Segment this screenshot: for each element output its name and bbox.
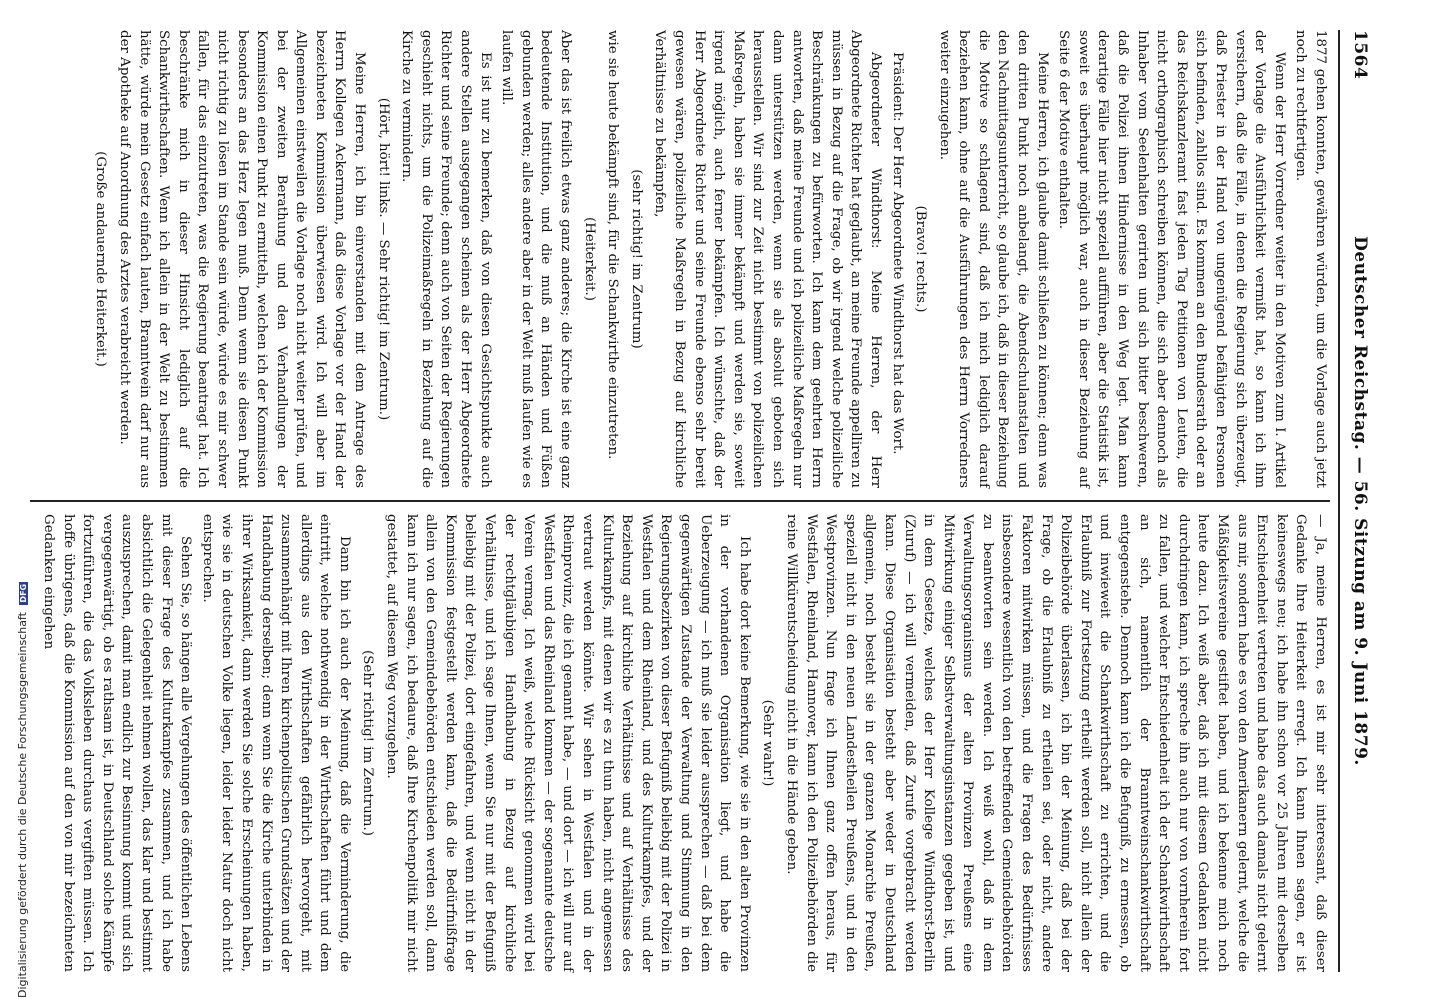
- paragraph: Meine Herren, ich glaube damit schließen zu können; denn was den dritten Punkt noch anbelangt, die Abendschulanstalten und den Nachmittagsunterricht, so glaube ich, daß in dieser Beziehung die Motive so schlagend sind, daß ich mich lediglich darauf beziehen kann, ohne auf die Ausführungen des Herrn Vorredners weiter einzugehen.: [936, 30, 1050, 489]
- interjection: (Sehr wahr!): [760, 699, 776, 787]
- column-divider: [30, 500, 1330, 502]
- paragraph: — Ja, meine Herren, es ist mir sehr interessant, daß dieser Gedanke Ihre Heiterkeit erregt. Ich kann Ihnen sagen, er ist keineswegs neu; ich habe ihn schon vor 25 Jahren mit derselben Entschiedenheit vertreten und habe das auch damals nicht gelernt aus mir, sondern habe es von den Amerikanern gelernt, welche die Mäßigkeitsvereine gestiftet haben, und ich bekenne mich noch heute dazu. Ich weiß aber, daß ich mit diesem Gedanken nicht durchdringen kann, ich spreche ihn auch nur von vornherein fort zu fallen, und welcher Entschiedenheit ich der Schankwirthschaft an sich, namentlich der Branntweinschankwirthschaft entgegenstehe. Dennoch kann ich die Befugniß, zu ermessen, ob und inwieweit die Schankwirthschaft zu errichten, und die Erlaubniß zur Fortsetzung ertheilt werden soll, nicht allein der Polizeibehörde überlassen, ich bin der Meinung, daß bei der Frage, ob die Erlaubniß zu ertheilen sei, oder nicht, andere Faktoren mitwirken müssen, und die Fragen des Bedürfnisses insbesondere wesentlich von den betreffenden Gemeindebehörden zu beantworten sein werden. Ich weiß wohl, daß in dem Verwaltungsorganismus der alten Provinzen Preußens eine Mitwirkung einiger Selbstverwaltungsinstanzen gegeben ist, und in dem Gesetze, welches der Herr Kollege Windthorst-Berlin (Zuruf) — ich will vermeiden, daß Zurufe vorgebracht werden kann. Diese Organisation besteht aber weder in Deutschland allgemein, noch besteht sie in der ganzen Monarchie Preußen, speziell nicht in den neuen Landestheilen Preußens, und in den Westprovinzen. Nun frage ich Ihnen ganz offen heraus, für Westfalen, Rheinland, Hannover, kann ich den Polizeibehörden die reine Willkürentscheidung nicht in die Hände geben.: [783, 514, 1328, 973]
- right-column: [30, 514, 1330, 972]
- paragraph: Dann bin ich auch der Meinung, daß die Verminderung, die eintritt, welche nothwendig in der Wirthschaften führt und dem allerdings aus den Wirthschaften gefährlich hervorgeht, mit zusammenhängt mit Ihren kirchenpolitischen Grundsätzen und der Handhabung derselben; denn wenn Sie die Kirche unterbinden in ihrer Wirksamkeit, dann werden Sie solche Erscheinungen haben, wie sie in deutschen Volke liegen, leider leider Natur doch nicht entsprechen.: [199, 514, 352, 973]
- paragraph: Ich habe dort keine Bemerkung, wie sie in den alten Provinzen in der vorhandenen Organisation liegt, und habe die Ueberzeugung — ich muß sie leider aussprechen — daß bei dem gegenwärtigen Zustande der Verwaltung und Stimmung in den Regierungsbezirken von dieser Befugniß beliebig mit der Polizei in Westfalen und dem Rheinland, und des Kulturkampfes, und der Beziehung auf kirchliche Verhältnisse und auf Verhältnisse des Kulturkampfs, mit denen wir es zu thun haben, nicht angemessen vertraut werden könnte. Wir sehen in Westfalen und in der Rheinprovinz, die ich genannt habe, — und dort — ich will nur auf Westfalen und das Rheinland kommen — der sogenannte deutsche Verein vermag. Ich weiß, welche Rücksicht genommen wird bei der rechtgläubigen Handhabung in Bezug auf kirchliche Verhältnisse, und ich sage Ihnen, wenn Sie nur mit der Befugniß beliebig mit der Polizei, dort eingefahren, und wenn nicht in der Kommission festgestellt werden kann, daß die Bedürfnißfrage allein von den Gemeindebehörden entschieden werden soll, dann kann ich nur sagen, ich bedaure, daß Ihre Kirchenpolitik mir nicht gestattet, auf diesem Weg vorzugehen.: [384, 514, 752, 973]
- dfg-logo-icon: DFG: [18, 583, 28, 603]
- interjection: (sehr richtig! im Zentrum): [628, 169, 644, 349]
- text-columns: [30, 30, 1330, 972]
- left-column: [30, 30, 1330, 488]
- paragraph: Aber das ist freilich etwas ganz anderes; die Kirche ist eine ganz bedeutende Institution, und die muß an Händen und Füßen gebunden werden; alles andere aber in der Welt muß laufen wie es laufen will.: [499, 30, 574, 489]
- paragraph: wie sie heute bekämpft sind, für die Schankwirthe einzutreten.: [605, 30, 621, 460]
- header-rule: [1338, 30, 1340, 972]
- running-title: Deutscher Reichstag. — 56. Sitzung am 9. Juni 1879.: [1350, 236, 1370, 766]
- interjection: (Sehr richtig! im Zentrum.): [360, 650, 376, 836]
- paragraph: 1877 gehen konnten, gewähren würden, um die Vorlage auch jetzt noch zu rechtfertigen.: [1293, 30, 1328, 489]
- paragraph: Präsident: Der Herr Abgeordnete Windthorst hat das Wort.: [889, 52, 905, 455]
- paragraph: Abgeordneter Windthorst: Meine Herren, der Herr Abgeordnete Richter hat geglaubt, an meine Freunde appelliren zu müssen in Bezug auf die Frage, ob wir irgend welche polizeiliche Beschränkungen zu befürworten. Ich kann dem geehrten Herrn antworten, daß meine Freunde und ich polizeiliche Maßregeln nur dann unterstützen werden, wenn sie als absolut geboten sich herausstellen. Wir sind zur Zeit nicht bestimmt von polizeilichen Maßregeln, haben sie immer bekämpft und werden sie, soweit irgend möglich, auch ferner bekämpfen. Ich wünschte, daß der Herr Abgeordnete Richter und seine Freunde ebenso sehr bereit gewesen wären, polizeiliche Maßregeln in Bezug auf kirchliche Verhältnisse zu bekämpfen,: [652, 30, 883, 489]
- paragraph: Wenn der Herr Vorredner weiter in den Motiven zum I. Artikel der Vorlage die Ausführlichkeit vermißt hat, so kann ich ihm versichern, daß die Fälle, in denen die Regierung sich überzeugt, daß Priester in der Hand von ungenügend befähigten Personen sich befinden, zahllos sind. Es kommen an den Bundesrath oder an das Reichskanzleramt fast jeden Tag Petitionen von Leuten, die nicht orthographisch schreiben können, die sich aber dennoch als Inhaber vom Seelenhalten gerirten und sich bitter beschweren, daß die Polizei ihnen Hindernisse in den Weg legt. Man kann derartige Fälle hier nicht speziell aufführen, aber die Statistik ist, soweit es überhaupt möglich war, auch in dieser Beziehung auf Seite 6 der Motive enthalten.: [1056, 30, 1287, 489]
- paragraph: Sehen Sie, so hängen alle Vergehungen des öffentlichen Lebens mit dieser Frage des Kulturkampfes zusammen, und ich habe absichtlich die Gelegenheit nehmen wollen, das klar und bestimmt auszusprechen, damit man endlich zur Besinnung kommt und sich vergegenwärtigt, ob es rathsam ist, in Deutschland solche Kämpfe fortzuführen, die das Volksleben durchaus vergiften müssen. Ich hoffe übrigens, daß die Kommission auf den von mir bezeichneten Gedanken eingehen: [41, 514, 194, 973]
- page-header: [1344, 30, 1374, 972]
- paragraph: Es ist nur zu bemerken, daß von diesen Gesichtspunkte auch andere Stellen ausgegangen scheinen als der Herr Abgeordnete Richter und seine Freunde; denn auch von Seiten der Regierungen geschieht nichts, um die Polizeimaßregeln in Beziehung auf die Kirche zu vermindern.: [399, 30, 493, 489]
- interjection: (Große andauernde Heiterkeit.): [93, 151, 109, 367]
- page-number: 1564: [1350, 30, 1370, 80]
- credit-text: Digitalisierung gefördert durch die Deutsche Forschungsgemeinschaft: [16, 612, 29, 998]
- digitization-credit: [0, 0, 29, 1000]
- interjection: (Bravo! rechts.): [913, 205, 929, 313]
- interjection: (Heiterkeit.): [581, 217, 597, 301]
- paragraph: Meine Herren, ich bin einverstanden mit dem Antrage des Herrn Kollegen Ackermann, daß diese Vorlage vor der Hand der bezeichneten Kommission überwiesen wird. Ich will aber im Allgemeinen einstweilen die Vorlage noch nicht weiter prüfen, und bei der zweiten Berathung und den Verhandlungen der Kommission einen Punkt zu ermitteln, welchen ich der Kommission besonders an das Herz legen muß. Denn wenn sie diesen Punkt nicht richtig zu lösen im Stande sein würde, würde es mir schwer fallen, für das einzutreten, was die Regierung beantragt hat. Ich beschränke mich in dieser Hinsicht lediglich auf die Schankwirthschaften. Wenn ich allein in der Welt zu bestimmen hätte, würde mein Gesetz einfach lauten, Branntwein darf nur aus der Apotheke auf Anordnung des Arztes verabreicht werden.: [116, 30, 368, 489]
- interjection: (Hört, hört! links. — Sehr richtig! im Zentrum.): [375, 97, 391, 421]
